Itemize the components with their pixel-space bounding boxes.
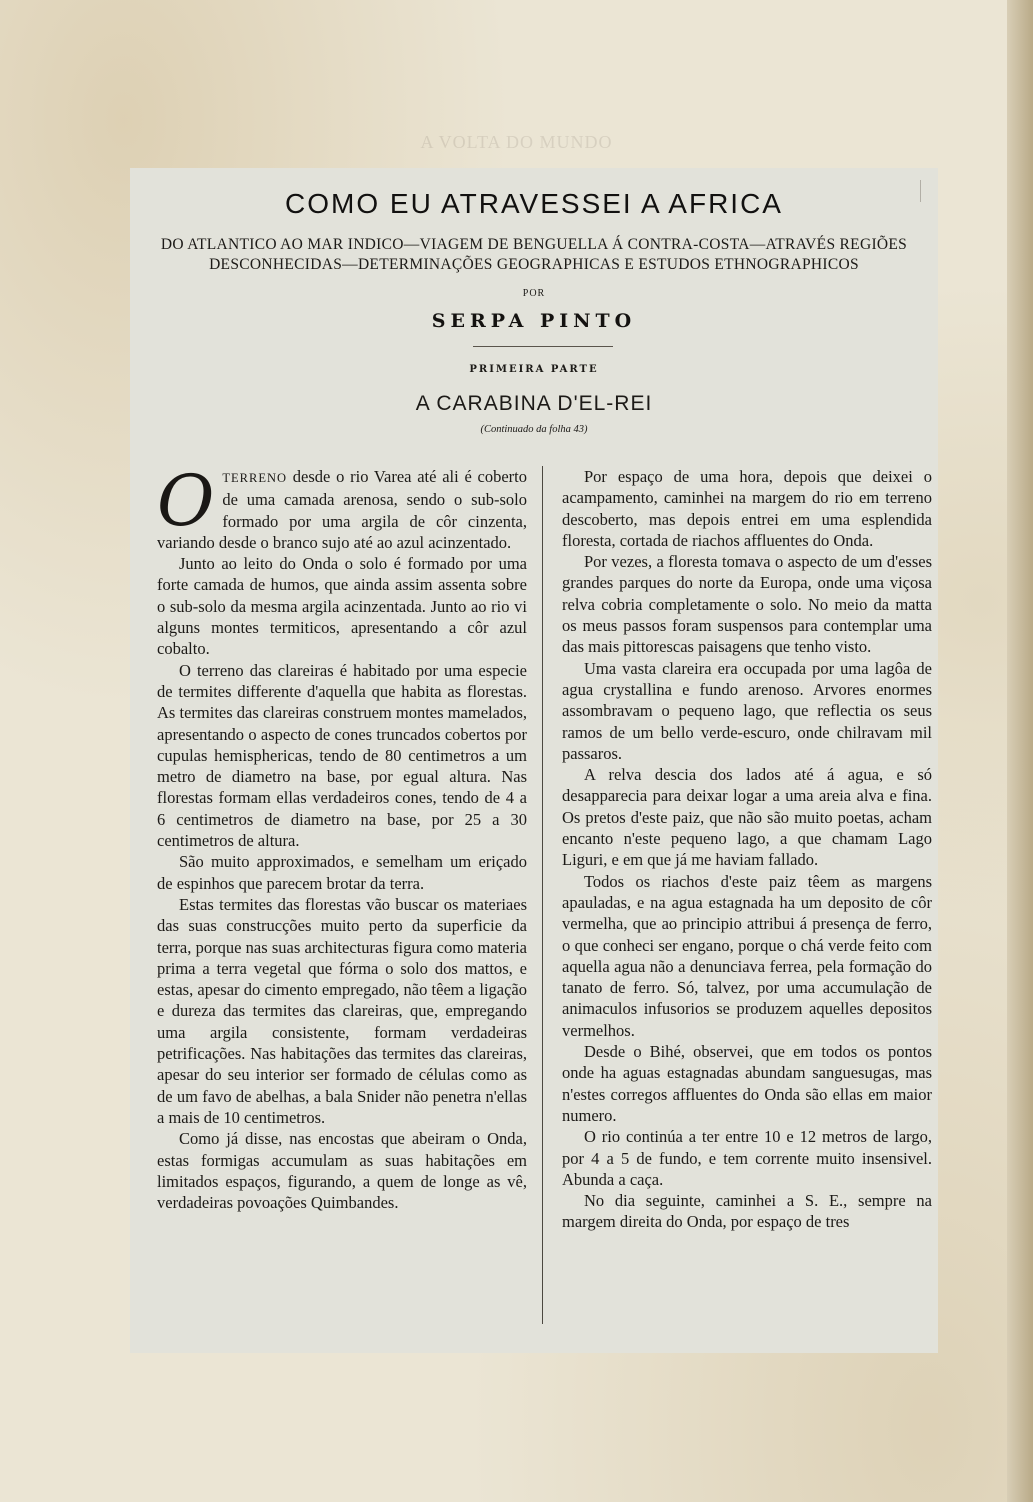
paragraph: Todos os riachos d'este paiz têem as margens apauladas, e na agua estagnada ha um deposito de côr vermelha, que ao principio attribui á presença de ferro, o que conheci ser engano, porque o chá verde feito com aquella agua não a denunciava ferrea, pela formação do tanato de ferro. Só, talvez, por uma accumulação de animaculos infusorios se produzem aquelles depositos vermelhos. xyxy=(562,871,932,1040)
right-column xyxy=(562,466,932,1233)
divider-rule xyxy=(473,346,613,347)
paragraph: Por vezes, a floresta tomava o aspecto de um d'esses grandes parques do norte da Europa, onde uma viçosa relva cobria completamente o solo. No meio da matta os meus passos foram suspensos para contemplar uma das mais pittorescas paisagens que tenho visto. xyxy=(562,552,932,657)
left-column xyxy=(157,460,527,1213)
article-title: COMO EU ATRAVESSEI A AFRICA xyxy=(285,188,783,219)
paragraph: A relva descia dos lados até á agua, e só desapparecia para deixar logar a uma areia alva e fina. Os pretos d'este paiz, que não são muito poetas, acham encanto n'este pequeno lago, a que chamam Lago Liguri, e em que já me haviam fallado. xyxy=(562,765,932,870)
part-heading: PRIMEIRA PARTE xyxy=(469,364,599,375)
paragraph: Junto ao leito do Onda o solo é formado por uma forte camada de humos, que ainda assim assenta sobre o sub-solo da mesma argila acinzentada. Junto ao rio vi alguns montes termiticos, apresentando a côr azul cobalto. xyxy=(157,554,527,659)
paragraph: São muito approximados, e semelham um eriçado de espinhos que parecem brotar da terra. xyxy=(157,852,527,893)
column-divider xyxy=(542,466,543,1324)
paragraph: Como já disse, nas encostas que abeiram o Onda, estas formigas accumulam as suas habitações em limitados espaços, figurando, a quem de longe as vê, verdadeiras povoações Quimbandes. xyxy=(157,1129,527,1213)
paragraph: Desde o Bihé, observei, que em todos os pontos onde ha aguas estagnadas abundam sanguesugas, mas n'estes corregos affluentes do Onda são ellas em maior numero. xyxy=(562,1042,932,1125)
paragraph: Estas termites das florestas vão buscar os materiaes das suas construcções muito perto da superficie da terra, porque nas suas architecturas figura como materia prima a terra vegetal que fórma o solo dos mattos, e estas, apesar do cimento empregado, não têem a ligação e dureza das termites das clareiras, que, empregando uma argila consistente, formam verdadeiras petrificações. Nas habitações das termites das clareiras, apesar do seu interior ser formado de células como as de um favo de abelhas, a bala Snider não penetra n'ellas a mais de 10 centimetros. xyxy=(157,894,527,1127)
drop-cap: O xyxy=(157,460,215,542)
paragraph: O rio continúa a ter entre 10 e 12 metros de largo, por 4 a 5 de fundo, e tem corrente muito insensivel. Abunda a caça. xyxy=(562,1127,932,1189)
paragraph-text: desde o rio Varea até ali é coberto de uma camada arenosa, sendo o sub-solo formado por uma argila de côr cinzenta, variando desde o branco sujo até ao azul acinzentado. xyxy=(157,467,527,552)
subtitle-line-2: DESCONHECIDAS—DETERMINAÇÕES GEOGRAPHICAS E ESTUDOS ETHNOGRAPHICOS xyxy=(209,256,859,273)
chapter-title: A CARABINA D'EL-REI xyxy=(415,392,653,415)
paragraph: Uma vasta clareira era occupada por uma lagôa de agua crystallina e fundo arenoso. Arvores enormes assombravam o pequeno lago, que reflectia os seus ramos de um bello verde-escuro, onde chilravam mil passaros. xyxy=(562,658,932,763)
paragraph: No dia seguinte, caminhei a S. E., sempre na margem direita do Onda, por espaço de tres xyxy=(562,1191,932,1232)
byline-prefix: POR xyxy=(522,288,546,299)
continuation-note: (Continuado da folha 43) xyxy=(480,424,588,435)
author-name: SERPA PINTO xyxy=(431,310,637,332)
paragraph: Por espaço de uma hora, depois que deixei o acampamento, caminhei na margem do rio em terreno descoberto, mas depois entrei em uma esplendida floresta, cortada de riachos affluentes do Onda. xyxy=(562,467,932,550)
paragraph: O terreno das clareiras é habitado por uma especie de termites differente d'aquella que habita as florestas. As termites das clareiras construem montes mamelados, apresentando o aspecto de cones truncados cobertos por cupulas hemisphericas, tendo de 80 centimetros a um metro de diametro na base, por egual altura. Nas florestas formam ellas verdadeiros cones, tendo de 4 a 6 centimetros de diametro na base, por 25 a 30 centimetros de altura. xyxy=(157,660,527,851)
paragraph xyxy=(157,460,527,553)
page-edge xyxy=(1007,0,1033,1502)
running-head: A VOLTA DO MUNDO xyxy=(420,132,613,152)
lead-word: TERRENO xyxy=(222,471,288,485)
subtitle-line-1: DO ATLANTICO AO MAR INDICO—VIAGEM DE BENGUELLA Á CONTRA-COSTA—ATRAVÉS REGIÕES xyxy=(160,236,908,253)
